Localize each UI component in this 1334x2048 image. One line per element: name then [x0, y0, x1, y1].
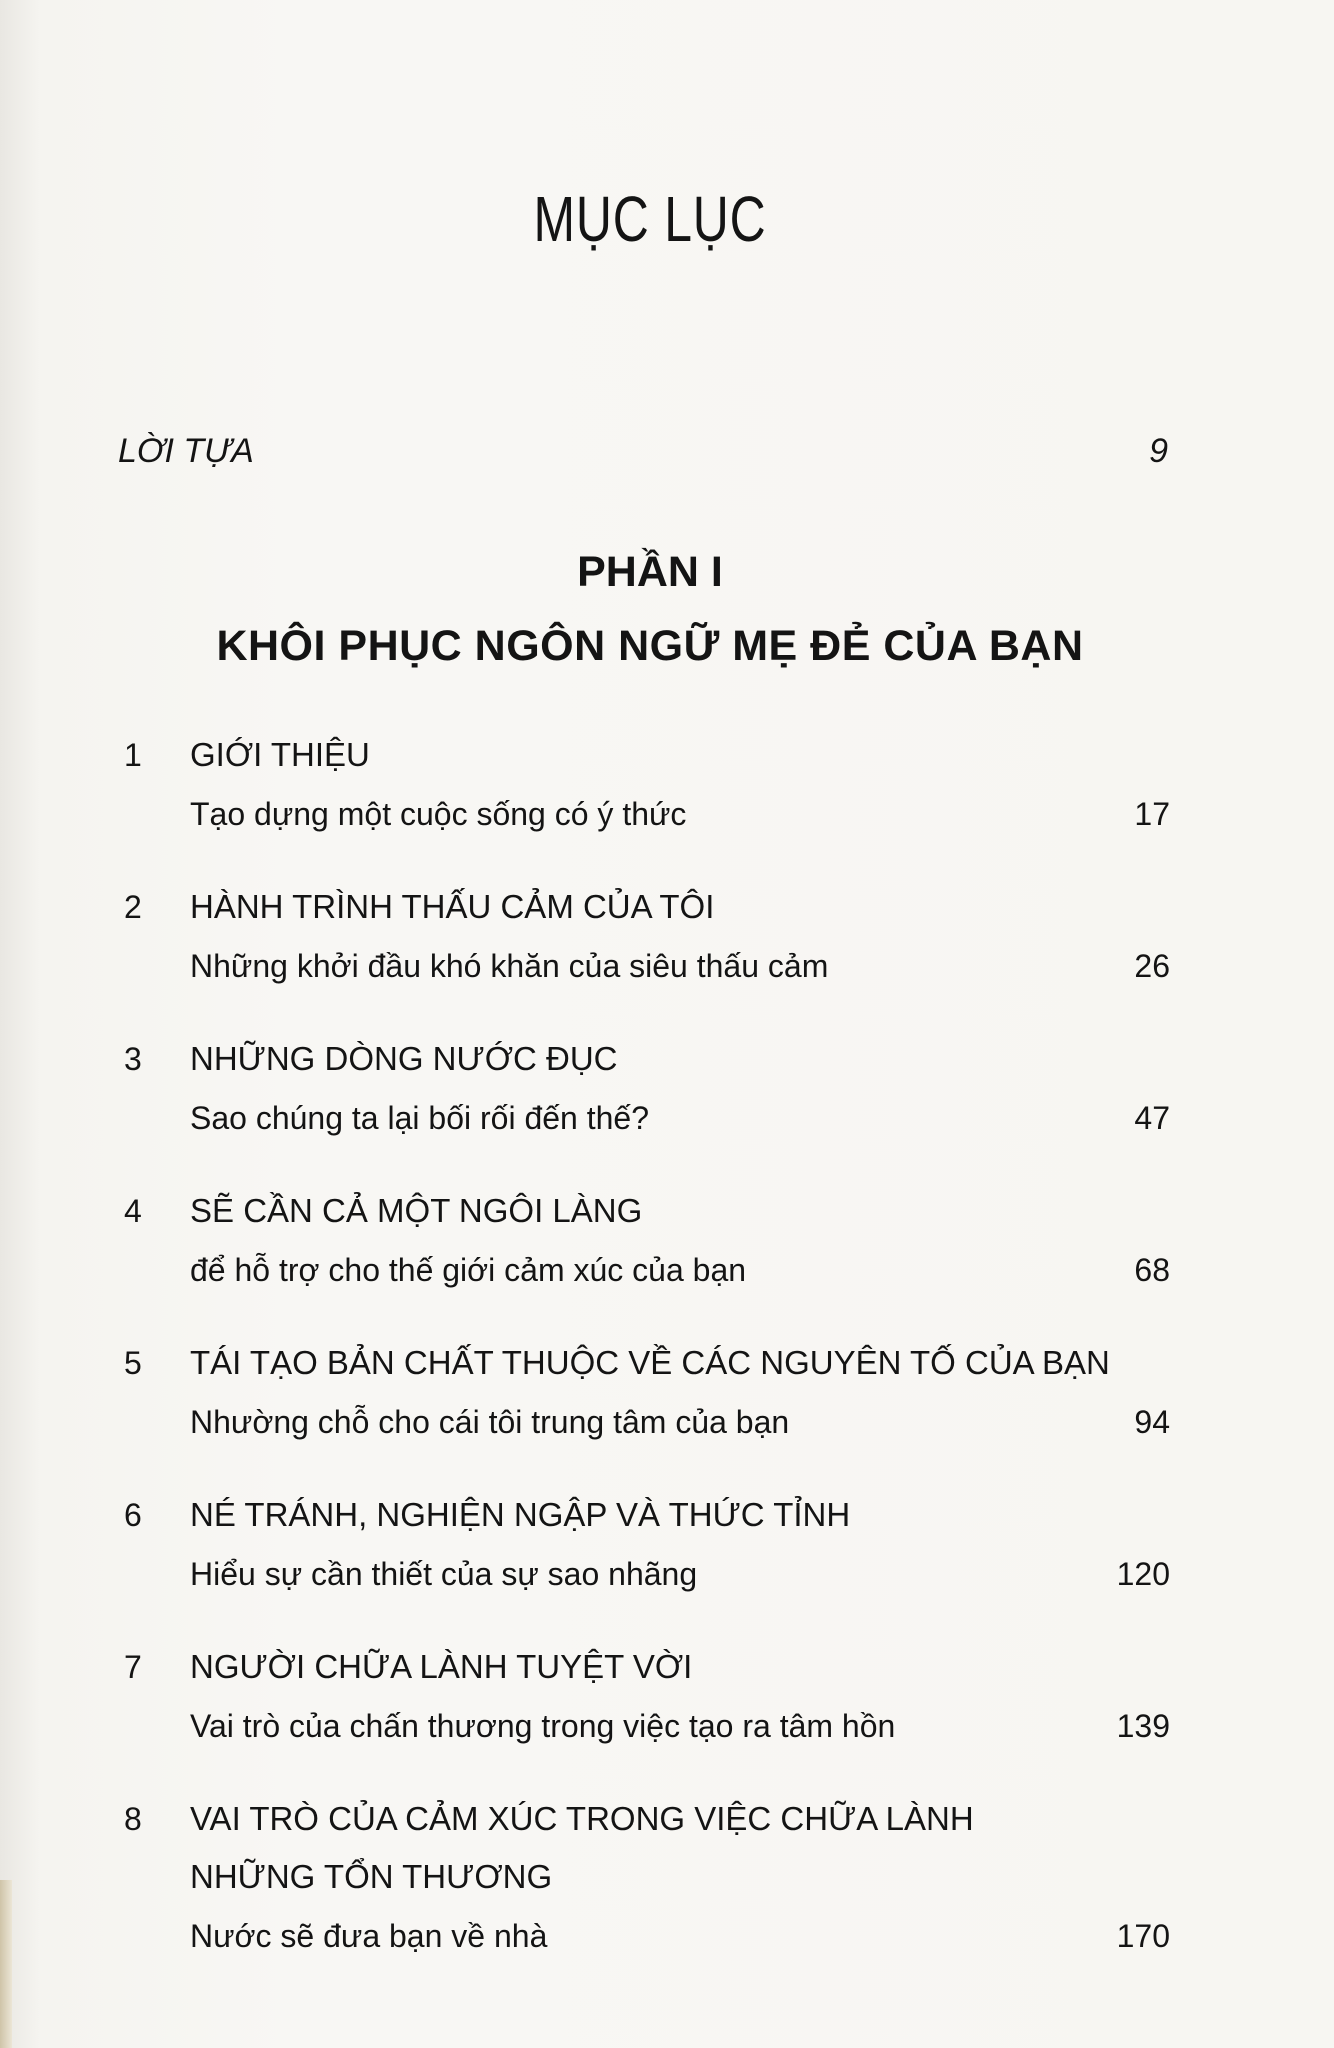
- chapter-number: 6: [124, 1497, 142, 1533]
- chapter-heading-line: HÀNH TRÌNH THẤU CẢM CỦA TÔI: [190, 888, 715, 925]
- chapter-subtitle-row: [124, 1240, 1170, 1300]
- chapter-heading-line: NÉ TRÁNH, NGHIỆN NGẬP VÀ THỨC TỈNH: [190, 1496, 851, 1533]
- toc-entry-heading-row: [124, 1030, 1170, 1088]
- table-of-contents: [124, 726, 1170, 2000]
- chapter-heading-line: VAI TRÒ CỦA CẢM XÚC TRONG VIỆC CHỮA LÀNH: [190, 1800, 974, 1837]
- chapter-heading: [190, 1334, 1170, 1392]
- chapter-subtitle-row: [124, 936, 1170, 996]
- part-title: KHÔI PHỤC NGÔN NGỮ MẸ ĐẺ CỦA BẠN: [216, 622, 1084, 670]
- chapter-subtitle-row: [124, 784, 1170, 844]
- chapter-number: 8: [124, 1801, 142, 1837]
- toc-entry-heading-row: [124, 1334, 1170, 1392]
- chapter-subtitle: Những khởi đầu khó khăn của siêu thấu cảm: [190, 948, 829, 984]
- part-label: PHẦN I: [577, 548, 723, 596]
- chapter-heading: [190, 1638, 1170, 1696]
- preface-page: 9: [1149, 432, 1168, 470]
- chapter-number: 4: [124, 1193, 142, 1229]
- chapter-heading: [190, 1182, 1170, 1240]
- chapter-subtitle-row: [124, 1392, 1170, 1452]
- chapter-heading-line: TÁI TẠO BẢN CHẤT THUỘC VỀ CÁC NGUYÊN TỐ CỦA BẠN: [190, 1344, 1110, 1381]
- chapter-heading-line: NHỮNG DÒNG NƯỚC ĐỤC: [190, 1040, 618, 1077]
- page-number: 17: [1134, 796, 1170, 832]
- toc-entry-heading-row: [124, 726, 1170, 784]
- chapter-heading: [190, 1790, 1170, 1906]
- chapter-number: 3: [124, 1041, 142, 1077]
- chapter-subtitle-row: [124, 1696, 1170, 1756]
- toc-entry-heading-row: [124, 1182, 1170, 1240]
- toc-entry: [124, 726, 1170, 844]
- toc-entry-heading-row: [124, 878, 1170, 936]
- chapter-heading-line: SẼ CẦN CẢ MỘT NGÔI LÀNG: [190, 1192, 643, 1229]
- chapter-subtitle: Vai trò của chấn thương trong việc tạo ra tâm hồn: [190, 1708, 896, 1744]
- chapter-subtitle-row: [124, 1544, 1170, 1604]
- chapter-heading: [190, 1030, 1170, 1088]
- chapter-subtitle: Nước sẽ đưa bạn về nhà: [190, 1918, 548, 1954]
- chapter-heading-line: NHỮNG TỔN THƯƠNG: [190, 1858, 553, 1895]
- chapter-heading: [190, 726, 1170, 784]
- chapter-subtitle: Nhường chỗ cho cái tôi trung tâm của bạn: [190, 1404, 790, 1440]
- toc-entry: [124, 878, 1170, 996]
- toc-entry: [124, 1030, 1170, 1148]
- chapter-heading: [190, 1486, 1170, 1544]
- chapter-number: 2: [124, 889, 142, 925]
- chapter-heading-line: GIỚI THIỆU: [190, 736, 370, 773]
- chapter-subtitle: Hiểu sự cần thiết của sự sao nhãng: [190, 1556, 698, 1592]
- preface-label: LỜI TỰA: [118, 432, 254, 470]
- toc-entry: [124, 1790, 1170, 1966]
- chapter-subtitle: để hỗ trợ cho thế giới cảm xúc của bạn: [190, 1252, 747, 1288]
- page-number: 68: [1134, 1252, 1170, 1288]
- toc-entry: [124, 1486, 1170, 1604]
- chapter-subtitle-row: [124, 1906, 1170, 1966]
- preface-entry: [118, 432, 1168, 471]
- chapter-subtitle: Tạo dựng một cuộc sống có ý thức: [190, 796, 687, 832]
- page-number: 170: [1116, 1918, 1170, 1954]
- chapter-heading-line: NGƯỜI CHỮA LÀNH TUYỆT VỜI: [190, 1648, 693, 1685]
- chapter-number: 1: [124, 737, 142, 773]
- page-number: 139: [1116, 1708, 1170, 1744]
- chapter-heading: [190, 878, 1170, 936]
- page-number: 47: [1134, 1100, 1170, 1136]
- toc-entry: [124, 1638, 1170, 1756]
- toc-entry: [124, 1182, 1170, 1300]
- page-title: MỤC LỤC: [533, 183, 767, 255]
- toc-entry-heading-row: [124, 1486, 1170, 1544]
- toc-entry: [124, 1334, 1170, 1452]
- chapter-number: 7: [124, 1649, 142, 1685]
- toc-entry-heading-row: [124, 1638, 1170, 1696]
- page-number: 120: [1116, 1556, 1170, 1592]
- chapter-subtitle: Sao chúng ta lại bối rối đến thế?: [190, 1100, 649, 1136]
- toc-entry-heading-row: [124, 1790, 1170, 1906]
- chapter-subtitle-row: [124, 1088, 1170, 1148]
- page-edge: [0, 1880, 12, 2048]
- page-number: 26: [1134, 948, 1170, 984]
- chapter-number: 5: [124, 1345, 142, 1381]
- page-number: 94: [1134, 1404, 1170, 1440]
